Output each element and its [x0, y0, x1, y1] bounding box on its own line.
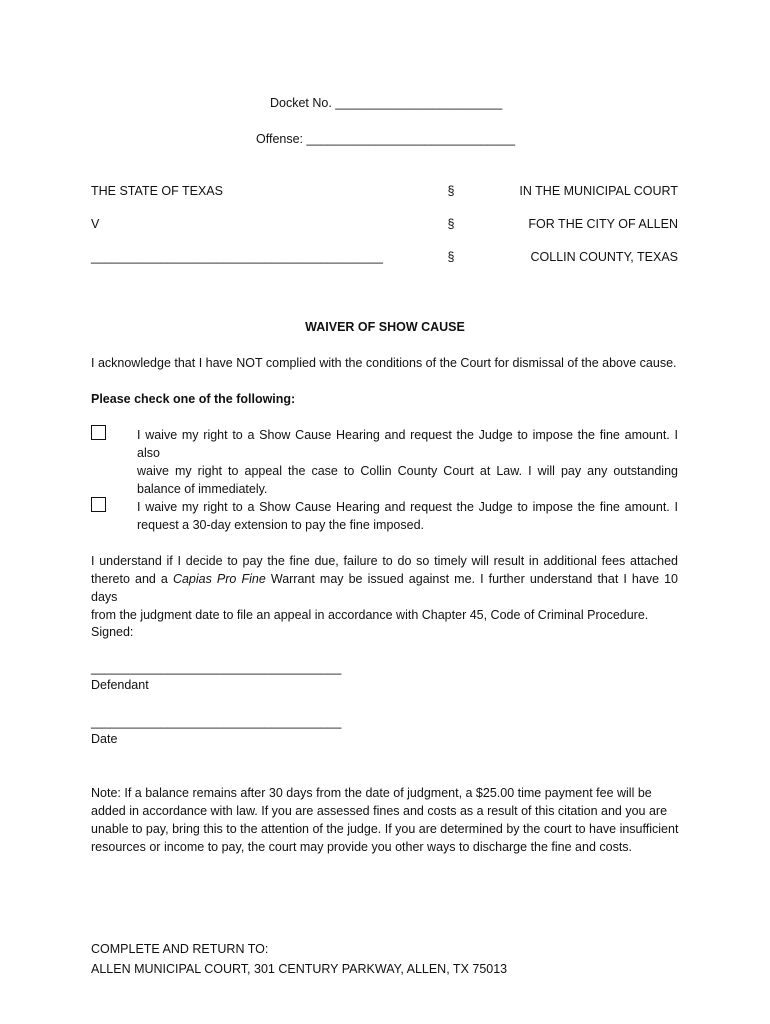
note-line: added in accordance with law. If you are assessed fines and costs as a result of this citation and you are	[91, 804, 668, 818]
note-line: Note: If a balance remains after 30 days from the date of judgment, a $25.00 time payment fee will be	[91, 786, 652, 800]
date-signature-line: ____________________________________	[91, 715, 342, 729]
section-symbol: §	[447, 217, 455, 231]
caption-defendant-line: __________________________________________	[91, 250, 383, 264]
caption-county: COLLIN COUNTY, TEXAS	[530, 250, 678, 264]
option-2-checkbox[interactable]	[91, 497, 106, 512]
understanding-line: from the judgment date to file an appeal in accordance with Chapter 45, Code of Criminal Procedure.	[91, 608, 649, 622]
caption-city: FOR THE CITY OF ALLEN	[528, 217, 678, 231]
return-instruction: COMPLETE AND RETURN TO:	[91, 942, 269, 956]
understanding-text: Warrant may be issued against me. I further understand that I have 10 days	[91, 572, 678, 604]
caption-court: IN THE MUNICIPAL COURT	[519, 184, 678, 198]
option-1-checkbox[interactable]	[91, 425, 106, 440]
document-title: WAIVER OF SHOW CAUSE	[305, 320, 465, 334]
caption-state: THE STATE OF TEXAS	[91, 184, 223, 198]
date-label: Date	[91, 732, 118, 746]
note-line: unable to pay, bring this to the attention of the judge. If you are determined by the court to have insufficient	[91, 822, 679, 836]
option-1-line: I waive my right to a Show Cause Hearing and request the Judge to impose the fine amount. I also	[137, 428, 678, 460]
understanding-paragraph	[91, 552, 678, 624]
return-address: ALLEN MUNICIPAL COURT, 301 CENTURY PARKWAY, ALLEN, TX 75013	[91, 962, 508, 976]
acknowledgement-text: I acknowledge that I have NOT complied with the conditions of the Court for dismissal of the above cause.	[91, 356, 677, 370]
section-symbol: §	[447, 184, 455, 198]
option-1-line: waive my right to appeal the case to Collin County Court at Law. I will pay any outstanding	[137, 464, 678, 478]
defendant-signature-line: ____________________________________	[91, 661, 342, 675]
note-line: resources or income to pay, the court may provide you other ways to discharge the fine and costs.	[91, 840, 633, 854]
payment-note	[91, 784, 691, 856]
option-2-line: I waive my right to a Show Cause Hearing and request the Judge to impose the fine amount. I	[137, 500, 678, 514]
option-2-text	[137, 498, 678, 534]
section-symbol: §	[447, 250, 455, 264]
signed-label: Signed:	[91, 625, 134, 639]
option-1-text	[137, 426, 678, 498]
caption-versus: V	[91, 217, 100, 231]
docket-number-field: Docket No. ________________________	[270, 96, 503, 110]
option-2-line: request a 30-day extension to pay the fine imposed.	[137, 518, 424, 532]
defendant-label: Defendant	[91, 678, 149, 692]
option-1-line: balance of immediately.	[137, 482, 268, 496]
offense-field: Offense: ______________________________	[256, 132, 516, 146]
understanding-line	[91, 570, 678, 606]
understanding-text: thereto and a	[91, 572, 173, 586]
capias-term: Capias Pro Fine	[172, 572, 266, 586]
check-instruction: Please check one of the following:	[91, 392, 296, 406]
understanding-line: I understand if I decide to pay the fine due, failure to do so timely will result in additional fees attached	[91, 554, 678, 568]
